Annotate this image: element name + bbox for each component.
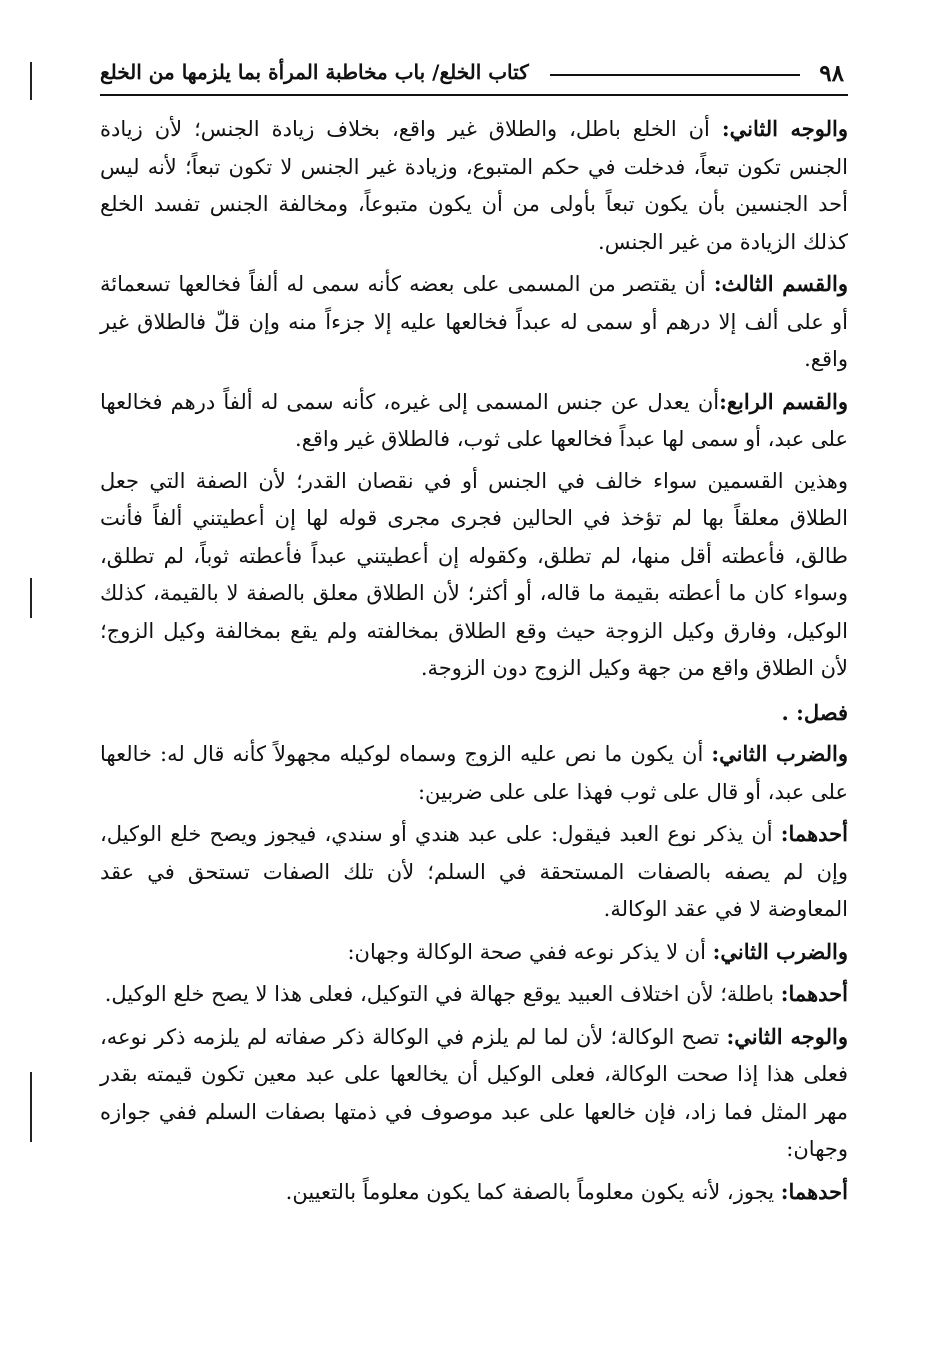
paragraph — [100, 815, 848, 929]
paragraph — [100, 735, 848, 811]
paragraph-text: تصح الوكالة؛ لأن لما لم يلزم في الوكالة ذكر صفاته لم يلزمه ذكر نوعه، فعلى هذا إذا صحت الوكالة، فعلى الوكيل أن يخالعها على عبد معين تكون قيمته بقدر مهر المثل فما زاد، فإن خالعها على عبد موصوف في ذمتها بصفات السلم ففي جوازه وجهان: — [100, 1024, 848, 1161]
paragraph — [100, 383, 848, 459]
margin-line-middle — [30, 578, 32, 618]
paragraph — [100, 1173, 848, 1212]
paragraph-lead: والضرب الثاني: — [712, 938, 848, 964]
paragraph — [100, 933, 848, 972]
paragraph-text: يجوز، لأنه يكون معلوماً بالصفة كما يكون معلوماً بالتعيين. — [285, 1179, 781, 1204]
paragraph-text: أن لا يذكر نوعه ففي صحة الوكالة وجهان: — [347, 939, 713, 964]
paragraph-text: أن يعدل عن جنس المسمى إلى غيره، كأنه سمى له ألفاً درهم فخالعها على عبد، أو سمى لها عبداً فخالعها على ثوب، فالطلاق غير واقع. — [100, 389, 848, 451]
paragraph-text: باطلة؛ لأن اختلاف العبيد يوقع جهالة في التوكيل، فعلى هذا لا يصح خلع الوكيل. — [104, 982, 781, 1006]
paragraph-text: أن يكون ما نص عليه الزوج وسماه لوكيله مجهولاً كأنه قال له: خالعها على عبد، أو قال على ثوب فهذا على على ضربين: — [100, 742, 848, 804]
paragraph — [100, 1018, 848, 1169]
header-rule — [550, 74, 800, 76]
paragraph — [100, 265, 848, 379]
running-header — [100, 58, 848, 96]
page-body — [100, 110, 848, 1211]
running-title: كتاب الخلع/ باب مخاطبة المرأة بما يلزمها من الخلع — [100, 60, 529, 84]
paragraph-lead: والوجه الثاني: — [726, 1023, 848, 1049]
paragraph — [100, 463, 848, 688]
margin-line-top — [30, 62, 32, 100]
paragraph-text: أن يذكر نوع العبد فيقول: على عبد هندي أو سندي، فيجوز ويصح خلع الوكيل، وإن لم يصفه بالصفات المستحقة في السلم؛ لأن تلك الصفات تستحق في عقد المعاوضة لا في عقد الوكالة. — [100, 822, 848, 921]
paragraph — [100, 110, 848, 261]
paragraph-lead: والوجه الثاني: — [721, 116, 848, 141]
paragraph-lead: والقسم الثالث: — [713, 271, 849, 296]
paragraph-lead: والقسم الرابع: — [719, 388, 848, 414]
page-number: ٩٨ — [819, 60, 844, 87]
paragraph-text: وهذين القسمين سواء خالف في الجنس أو في نقصان القدر؛ لأن الصفة التي جعل الطلاق معلقاً بها لم تؤخذ في الحالين فجرى مجرى قوله لها إن أعطيتني ألفاً فأنت طالق، فأعطته أقل منها، لم تطلق، وكقوله إن أعطيتني عبداً فأعطته ثوباً، لم تطلق، وسواء كان ما أعطته بقيمة ما قاله، أو أكثر؛ لأن الطلاق معلق بالصفة لا بالقيمة، كذلك الوكيل، وفارق وكيل الزوجة حيث وقع الطلاق بمخالفته ولم يقع بمخالفة وكيل الزوج؛ لأن الطلاق واقع من جهة وكيل الزوج دون الزوجة. — [100, 468, 848, 680]
book-page — [100, 58, 848, 1215]
paragraph-text: أن يقتصر من المسمى على بعضه كأنه سمى له ألفاً فخالعها تسعمائة أو على ألف إلا درهم أو سمى له عبداً فخالعها عليه إلا جزءاً منه وإن قلّ فالطلاق غير واقع. — [100, 272, 848, 371]
margin-line-bottom — [30, 1072, 32, 1142]
paragraph-lead: أحدهما: — [780, 981, 848, 1006]
paragraph-lead: أحدهما: — [780, 1178, 848, 1204]
section-heading: فصل: . — [781, 699, 848, 725]
paragraph — [100, 975, 848, 1014]
paragraph-lead: أحدهما: — [780, 821, 848, 846]
paragraph-lead: والضرب الثاني: — [711, 741, 848, 766]
paragraph-text: أن الخلع باطل، والطلاق غير واقع، بخلاف زيادة الجنس؛ لأن زيادة الجنس تكون تبعاً، فدخلت في حكم المتبوع، وزيادة غير الجنس لا تكون تبعاً؛ لأنه ليس أحد الجنسين بأن يكون تبعاً بأولى من أن يكون متبوعاً، ومخالفة الجنس تفسد الخلع كذلك الزيادة من غير الجنس. — [100, 117, 848, 254]
